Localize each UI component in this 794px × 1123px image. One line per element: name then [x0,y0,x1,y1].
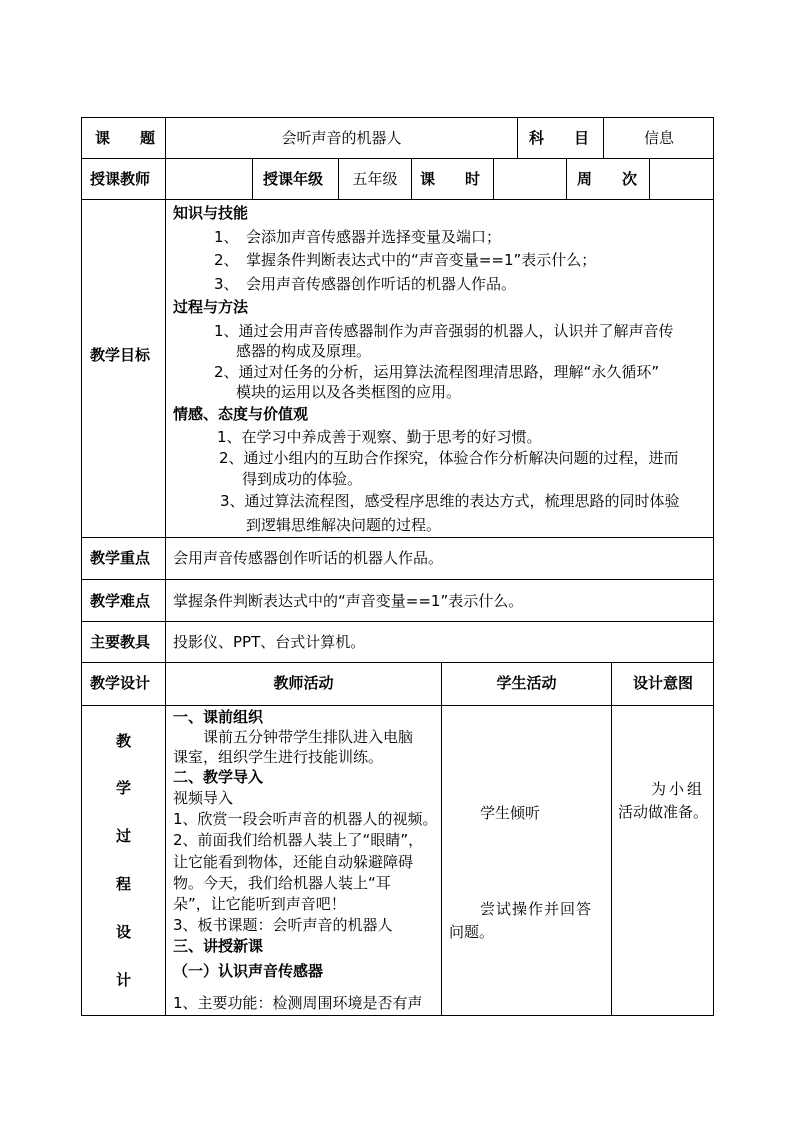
difficulty-value: 掌握条件判断表达式中的“声音变量==1”表示什么。 [173,592,524,610]
teacher-activity-line: 一、课前组织 [173,708,264,726]
col-divider [566,158,567,199]
emotion-item: 到逻辑思维解决问题的过程。 [246,516,442,534]
process-label-char: 设 [115,923,131,941]
teacher-activity-line: 课前五分钟带学生排队进入电脑 [173,728,414,746]
tools-value: 投影仪、PPT、台式计算机。 [173,633,366,651]
process-label-char: 程 [115,875,131,893]
difficulty-label: 教学难点 [90,592,151,610]
row-divider [81,662,714,663]
teacher-activity-line: 课室，组织学生进行技能训练。 [173,748,384,766]
row-divider [81,199,714,200]
teacher-activity-line: 视频导入 [173,789,234,807]
knowledge-heading: 知识与技能 [173,204,249,222]
row-divider [81,621,714,622]
teacher-activity-line: 三、讲授新课 [173,937,264,955]
col-divider [411,158,412,199]
knowledge-item: 1、 会添加声音传感器并选择变量及端口； [214,228,502,246]
student-activity-text: 尝试操作并回答 [480,900,593,918]
process-item: 2、通过对任务的分析，运用算法流程图理清思路，理解“永久循环” [214,363,660,381]
teacher-activity-line: 让它能看到物体，还能自动躲避障碍 [173,853,414,871]
week-label: 周 次 [577,170,638,188]
tools-label: 主要教具 [90,633,151,651]
emotion-heading: 情感、态度与价值观 [173,405,309,423]
objectives-label: 教学目标 [90,346,151,364]
process-item: 模块的运用以及各类框图的应用。 [236,383,462,401]
teacher-activity-line: 3、板书课题：会听声音的机器人 [173,916,393,934]
subject-value: 信息 [643,129,674,147]
period-label: 课 时 [420,170,481,188]
col-divider [649,158,650,199]
teacher-activity-line: 1、主要功能：检测周围环境是否有声 [173,994,423,1012]
teacher-activity-line: 物。今天，我们给机器人装上“耳 [173,874,391,892]
process-label-char: 学 [115,779,131,797]
key-point-label: 教学重点 [90,549,151,567]
col-divider [165,117,166,1016]
emotion-item: 得到成功的体验。 [242,470,363,488]
teacher-activity-header: 教师活动 [273,674,334,692]
process-heading: 过程与方法 [173,298,249,316]
student-activity-header: 学生活动 [496,674,557,692]
teacher-label: 授课教师 [90,170,151,188]
design-intent-text: 活动做准备。 [618,803,709,821]
teacher-activity-line: （一）认识声音传感器 [173,962,324,980]
design-intent-header: 设计意图 [632,674,693,692]
knowledge-item: 2、 掌握条件判断表达式中的“声音变量==1”表示什么； [214,251,597,269]
col-divider [252,158,253,199]
student-activity-text: 学生倾听 [480,804,541,822]
grade-label: 授课年级 [263,170,324,188]
col-divider [517,117,518,158]
process-label-char: 计 [115,971,131,989]
process-label-char: 教 [115,732,131,750]
design-intent-text: 为小组 [651,780,706,798]
teacher-activity-line: 2、前面我们给机器人装上了“眼睛”， [173,831,424,849]
student-activity-text: 问题。 [449,923,495,941]
teacher-activity-line: 朵”，让它能听到声音吧！ [173,895,346,913]
row-divider [81,158,714,159]
process-item: 感器的构成及原理。 [236,342,372,360]
emotion-item: 3、通过算法流程图，感受程序思维的表达方式，梳理思路的同时体验 [220,492,680,510]
knowledge-item: 3、 会用声音传感器创作听话的机器人作品。 [214,275,517,293]
col-divider [493,158,494,199]
row-divider [81,579,714,580]
col-divider [441,662,442,1016]
topic-label: 课 题 [95,129,156,147]
col-divider [611,662,612,1016]
topic-value: 会听声音的机器人 [281,129,402,147]
row-divider [81,537,714,538]
design-label: 教学设计 [90,674,151,692]
row-divider [81,705,714,706]
process-item: 1、通过会用声音传感器制作为声音强弱的机器人，认识并了解声音传 [214,322,674,340]
grade-value: 五年级 [352,170,398,188]
teacher-activity-line: 1、欣赏一段会听声音的机器人的视频。 [173,810,438,828]
teacher-activity-line: 二、教学导入 [173,768,264,786]
emotion-item: 1、在学习中养成善于观察、勤于思考的好习惯。 [217,428,542,446]
subject-label: 科 目 [529,129,590,147]
process-label-char: 过 [115,827,131,845]
emotion-item: 2、通过小组内的互助合作探究，体验合作分析解决问题的过程，进而 [219,449,679,467]
key-point-value: 会用声音传感器创作听话的机器人作品。 [173,549,444,567]
